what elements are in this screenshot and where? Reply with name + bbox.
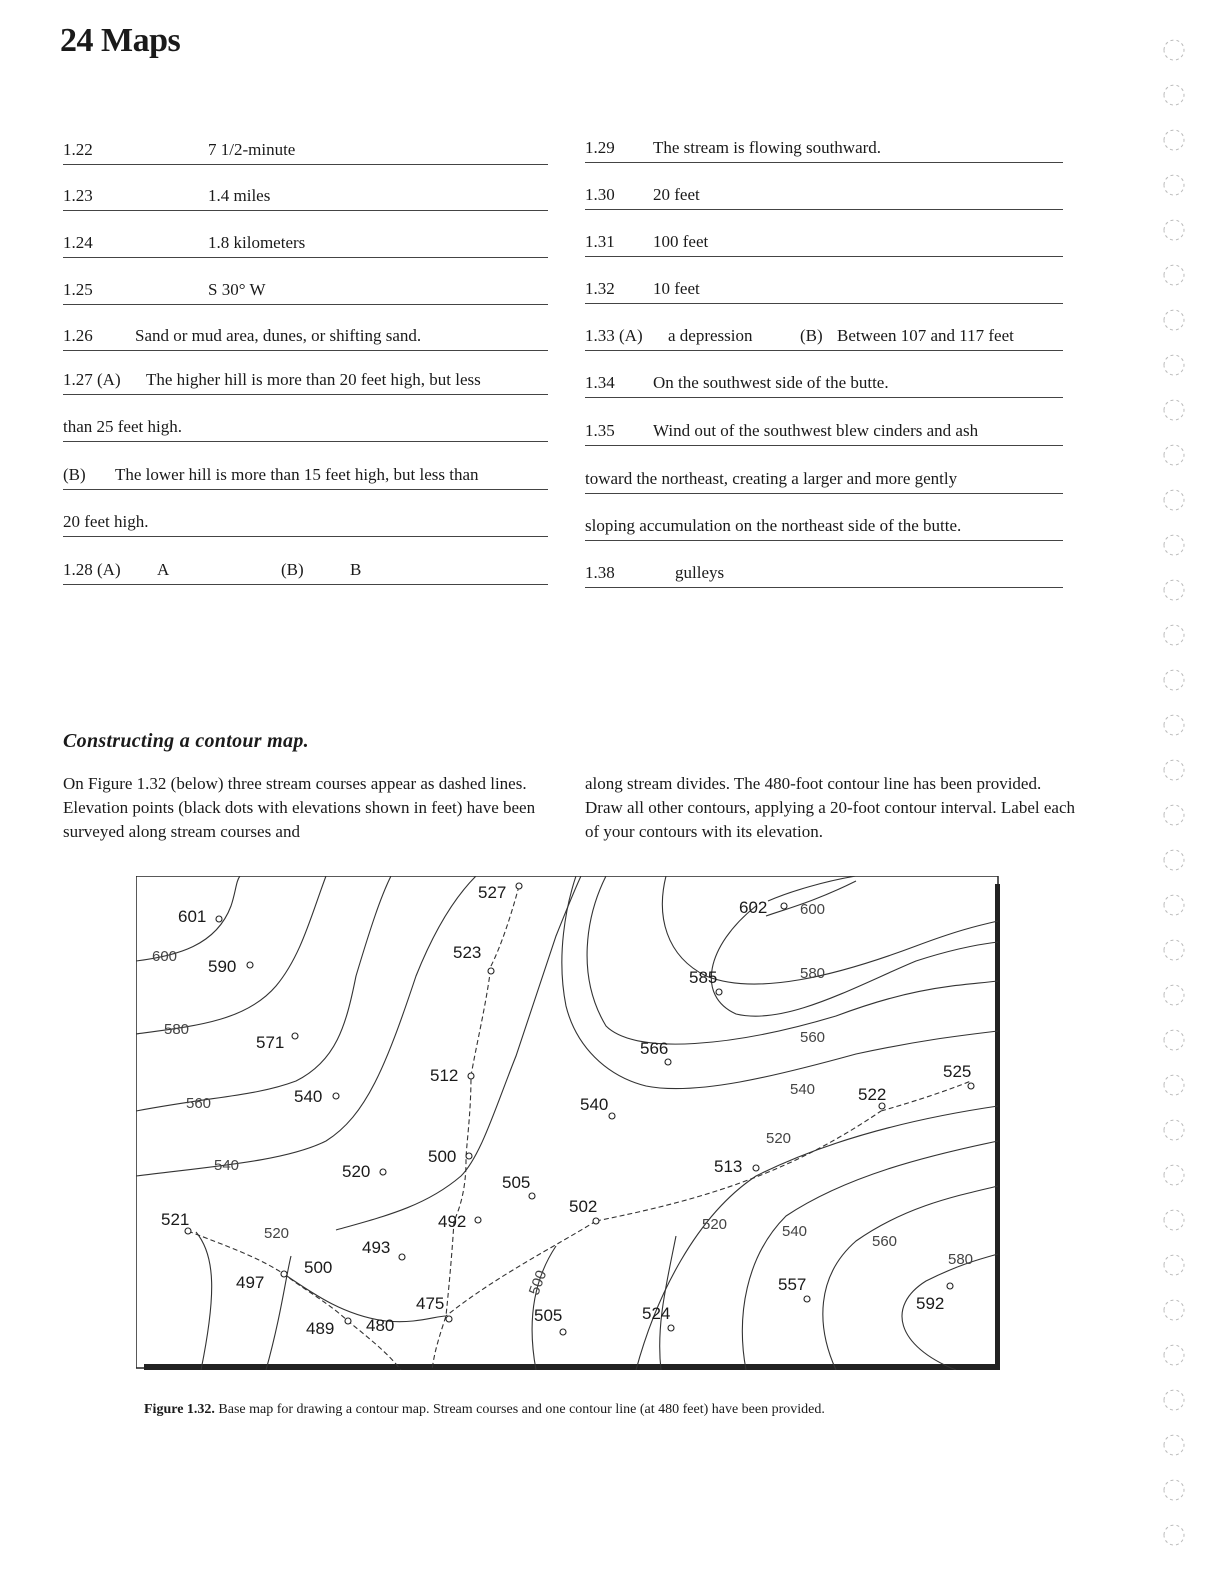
contour-label-600b: 600 — [800, 901, 826, 918]
figure-label: Figure 1.32. — [144, 1402, 215, 1417]
elevation-point-523: 523 — [453, 943, 482, 962]
instructions-right: along stream divides. The 480-foot contour line has been provided. Draw all other contours, applying a 20-foot contour interval. Label each of your contours with its elevation. — [585, 774, 1075, 841]
elevation-point-601: 601 — [178, 907, 207, 926]
elevation-point-540b: 540 — [580, 1095, 609, 1114]
question-number: 1.32 — [585, 279, 615, 298]
contour-label-600: 600 — [152, 948, 178, 965]
answer-1-27b — [63, 459, 548, 490]
answer-1-22 — [63, 134, 548, 165]
answer-text: 10 feet — [653, 279, 700, 298]
contour-label-560c: 560 — [872, 1233, 898, 1250]
elevation-point-497: 497 — [236, 1273, 265, 1292]
answer-1-30 — [585, 179, 1063, 210]
figure-caption — [144, 1402, 825, 1418]
section-title: Constructing a contour map. — [63, 730, 309, 752]
answer-b-text: B — [350, 560, 362, 579]
elevation-point-492: 492 — [438, 1212, 467, 1231]
elevation-point-540: 540 — [294, 1087, 323, 1106]
answer-1-35-continued-2 — [585, 510, 1063, 541]
answer-1-26 — [63, 320, 548, 351]
question-number: 1.29 — [585, 138, 615, 157]
answer-1-34 — [585, 367, 1063, 398]
elevation-point-571: 571 — [256, 1033, 285, 1052]
elevation-point-521: 521 — [161, 1210, 190, 1229]
elevation-point-512: 512 — [430, 1066, 459, 1085]
instructions-left: On Figure 1.32 (below) three stream courses appear as dashed lines. Elevation points (black dots with elevations shown in feet) have been surveyed along stream courses and — [63, 774, 536, 841]
question-number: 1.23 — [63, 186, 93, 205]
question-number: 1.27 (A) — [63, 370, 121, 389]
question-part-label: (B) — [63, 465, 86, 484]
answer-1-23 — [63, 180, 548, 211]
question-number: 1.25 — [63, 280, 93, 299]
elevation-point-524: 524 — [642, 1304, 671, 1323]
contour-label-520: 520 — [264, 1225, 290, 1242]
elevation-point-502: 502 — [569, 1197, 598, 1216]
answer-text: 20 feet — [653, 185, 700, 204]
answer-text: gulleys — [675, 563, 725, 582]
answer-1-35-continued-1 — [585, 463, 1063, 494]
question-number: 1.31 — [585, 232, 615, 251]
figure-caption-text: Base map for drawing a contour map. Stream courses and one contour line (at 480 feet) have been provided. — [218, 1402, 825, 1417]
elevation-point-602: 602 — [739, 898, 768, 917]
elevation-point-557: 557 — [778, 1275, 807, 1294]
question-number: 1.33 (A) — [585, 326, 643, 345]
answer-1-38 — [585, 557, 1063, 588]
contour-label-580: 580 — [164, 1021, 190, 1038]
elevation-point-475: 475 — [416, 1294, 445, 1313]
elevation-point-590: 590 — [208, 957, 237, 976]
elevation-point-520: 520 — [342, 1162, 371, 1181]
answer-text: S 30° W — [208, 280, 266, 299]
answer-1-27b-continued — [63, 506, 548, 537]
answer-text: 100 feet — [653, 232, 709, 251]
question-part-label: (B) — [800, 326, 823, 345]
answer-1-25 — [63, 274, 548, 305]
contour-label-580c: 580 — [948, 1251, 974, 1268]
question-number: 1.38 — [585, 563, 615, 582]
answer-1-24 — [63, 227, 548, 258]
elevation-point-585: 585 — [689, 968, 718, 987]
question-number: 1.22 — [63, 140, 93, 159]
answer-a-text: A — [157, 560, 170, 579]
elevation-point-525: 525 — [943, 1062, 972, 1081]
answer-text: toward the northeast, creating a larger and more gently — [585, 469, 958, 488]
elevation-point-500: 500 — [428, 1147, 457, 1166]
question-number: 1.35 — [585, 421, 615, 440]
answer-text: The stream is flowing southward. — [653, 138, 882, 157]
question-number: 1.34 — [585, 373, 615, 392]
answer-text: than 25 feet high. — [63, 417, 182, 436]
contour-label-540b: 540 — [790, 1081, 816, 1098]
page-header: 24 Maps — [60, 22, 181, 59]
answer-1-35 — [585, 415, 1063, 446]
answer-1-31 — [585, 226, 1063, 257]
answer-text: 1.8 kilometers — [208, 233, 306, 252]
elevation-point-513: 513 — [714, 1157, 743, 1176]
answer-text: The higher hill is more than 20 feet high, but less — [146, 370, 481, 389]
question-number: 1.26 — [63, 326, 93, 345]
contour-label-540: 540 — [214, 1157, 240, 1174]
answer-a-text: a depression — [668, 326, 753, 345]
elevation-point-592: 592 — [916, 1294, 945, 1313]
elevation-point-505b: 505 — [534, 1306, 563, 1325]
elevation-point-500b: 500 — [304, 1258, 333, 1277]
question-number: 1.28 (A) — [63, 560, 121, 579]
answer-1-27a-continued — [63, 411, 548, 442]
binding-holes — [1154, 20, 1194, 1560]
contour-label-540c: 540 — [782, 1223, 808, 1240]
contour-label-520b: 520 — [766, 1130, 792, 1147]
elevation-point-566: 566 — [640, 1039, 669, 1058]
elevation-point-493: 493 — [362, 1238, 391, 1257]
elevation-point-505: 505 — [502, 1173, 531, 1192]
elevation-point-489: 489 — [306, 1319, 335, 1338]
answer-text: 20 feet high. — [63, 512, 149, 531]
contour-label-520c: 520 — [702, 1216, 728, 1233]
answer-1-29 — [585, 132, 1063, 163]
answer-1-33 — [585, 320, 1063, 351]
answer-text: sloping accumulation on the northeast side of the butte. — [585, 516, 962, 535]
answer-b-text: Between 107 and 117 feet — [837, 326, 1014, 345]
answer-1-27a — [63, 364, 548, 395]
contour-base-map — [136, 876, 1000, 1370]
answer-text: 1.4 miles — [208, 186, 271, 205]
contour-label-500: 500 — [525, 1268, 551, 1298]
answer-text: Wind out of the southwest blew cinders and ash — [653, 421, 979, 440]
answer-1-28 — [63, 554, 548, 585]
answer-1-32 — [585, 273, 1063, 304]
contour-label-560b: 560 — [800, 1029, 826, 1046]
elevation-point-522: 522 — [858, 1085, 887, 1104]
elevation-point-480: 480 — [366, 1316, 395, 1335]
question-number: 1.30 — [585, 185, 615, 204]
answer-text: On the southwest side of the butte. — [653, 373, 889, 392]
answer-text: 7 1/2-minute — [208, 140, 296, 159]
map-svg — [136, 876, 1000, 1370]
contour-label-580b: 580 — [800, 965, 826, 982]
answer-text: The lower hill is more than 15 feet high, but less than — [115, 465, 479, 484]
answer-text: Sand or mud area, dunes, or shifting sand. — [135, 326, 422, 345]
question-part-label: (B) — [281, 560, 304, 579]
question-number: 1.24 — [63, 233, 93, 252]
contour-label-560: 560 — [186, 1095, 212, 1112]
elevation-point-527: 527 — [478, 883, 507, 902]
